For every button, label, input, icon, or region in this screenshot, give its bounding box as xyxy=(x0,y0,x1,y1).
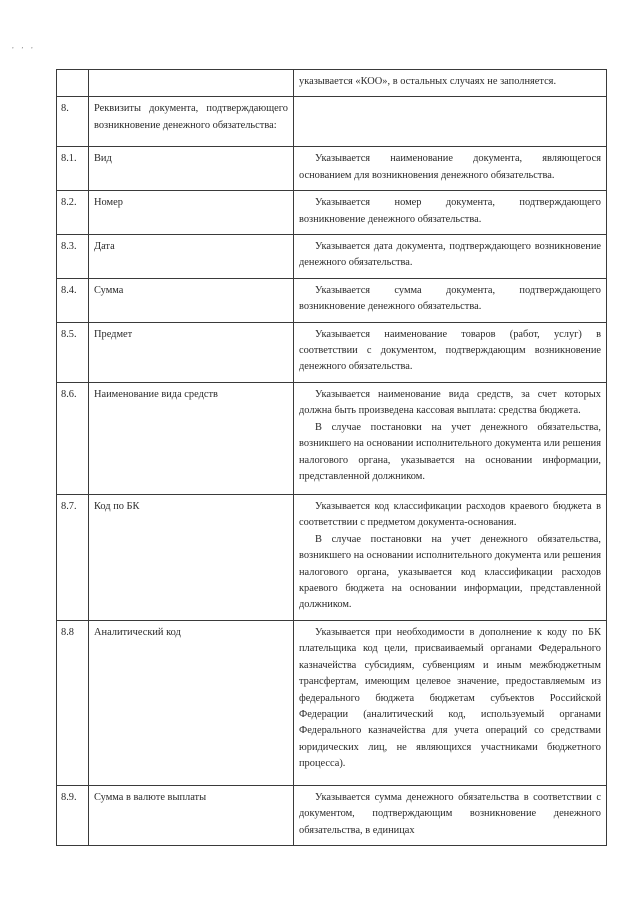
row-number: 8.6. xyxy=(57,382,89,494)
field-description xyxy=(294,322,607,382)
field-name: Наименование вида средств xyxy=(89,382,294,494)
field-description xyxy=(294,620,607,785)
row-number: 8.5. xyxy=(57,322,89,382)
field-description xyxy=(294,235,607,279)
field-description xyxy=(294,785,607,845)
table-row xyxy=(57,235,607,279)
field-name: Сумма в валюте выплаты xyxy=(89,785,294,845)
row-number: 8.9. xyxy=(57,785,89,845)
description-paragraph: Указывается номер документа, подтверждающего возникновение денежного обязательства. xyxy=(299,197,601,225)
row-number: 8.1. xyxy=(57,147,89,191)
field-name: Сумма xyxy=(89,278,294,322)
field-name xyxy=(89,70,294,97)
description-paragraph: Указывается дата документа, подтверждающего возникновение денежного обязательства. xyxy=(299,241,601,269)
description-paragraph: Указывается наименование документа, являющегося основанием для возникновения денежного обязательства. xyxy=(299,153,601,181)
table-row xyxy=(57,322,607,382)
field-description xyxy=(294,191,607,235)
table-row xyxy=(57,97,607,147)
description-paragraph: Указывается сумма денежного обязательства в соответствии с документом, подтверждающим возникновение денежного обязательства, в единицах xyxy=(299,791,601,836)
field-name: Вид xyxy=(89,147,294,191)
row-number: 8.4. xyxy=(57,278,89,322)
field-name: Дата xyxy=(89,235,294,279)
field-name: Номер xyxy=(89,191,294,235)
table-row xyxy=(57,70,607,97)
field-description xyxy=(294,147,607,191)
description-paragraph: Указывается наименование вида средств, за счет которых должна быть произведена кассовая выплата: средства бюджета. xyxy=(299,388,601,417)
description-paragraph: В случае постановки на учет денежного обязательства, возникшего на основании исполнительного документа или решения налогового органа, указывается код классификации расходов краевого бюджета на основании информации, представленной должником. xyxy=(299,533,601,611)
row-number: 8. xyxy=(57,97,89,147)
table-row xyxy=(57,494,607,620)
row-number xyxy=(57,70,89,97)
table-row xyxy=(57,147,607,191)
description-paragraph: В случае постановки на учет денежного обязательства, возникшего на основании исполнительного документа или решения налогового органа, указывается на основании информации, представленной должником. xyxy=(299,421,601,482)
description-paragraph: Указывается код классификации расходов краевого бюджета в соответствии с предметом документа-основания. xyxy=(299,500,601,529)
table-body xyxy=(57,70,607,846)
description-paragraph: указывается «КОО», в остальных случаях не заполняется. xyxy=(299,76,557,87)
field-description xyxy=(294,382,607,494)
field-name: Предмет xyxy=(89,322,294,382)
table-row xyxy=(57,785,607,845)
table-row xyxy=(57,278,607,322)
field-name: Аналитический код xyxy=(89,620,294,785)
table-row xyxy=(57,191,607,235)
row-number: 8.7. xyxy=(57,494,89,620)
row-number: 8.3. xyxy=(57,235,89,279)
description-paragraph: Указывается сумма документа, подтверждающего возникновение денежного обязательства. xyxy=(299,284,601,313)
description-paragraph: Указывается при необходимости в дополнение к коду по БК плательщика код цели, присваиваемый органами Федерального казначейства субсидиям, субвенциям и иным межбюджетным трансфертам, имеющим целевое значение, предоставляемым из федерального бюджета бюджетам субъектов Российской Федерации (аналитический код, используемый органами Федерального казначейства для учета операций со средствами юридических лиц, не являющихся участниками бюджетного процесса). xyxy=(299,626,601,770)
field-description xyxy=(294,494,607,620)
field-description xyxy=(294,278,607,322)
field-name: Реквизиты документа, подтверждающего возникновение денежного обязательства: xyxy=(89,97,294,147)
table-row xyxy=(57,620,607,785)
table-row xyxy=(57,382,607,494)
corner-marks: , , , xyxy=(12,42,36,50)
description-paragraph: Указывается наименование товаров (работ, услуг) в соответствии с документом, подтверждающим возникновение денежного обязательства. xyxy=(299,328,601,373)
field-name: Код по БК xyxy=(89,494,294,620)
field-description xyxy=(294,97,607,147)
row-number: 8.2. xyxy=(57,191,89,235)
row-number: 8.8 xyxy=(57,620,89,785)
requisites-table xyxy=(56,69,607,846)
field-description xyxy=(294,70,607,97)
